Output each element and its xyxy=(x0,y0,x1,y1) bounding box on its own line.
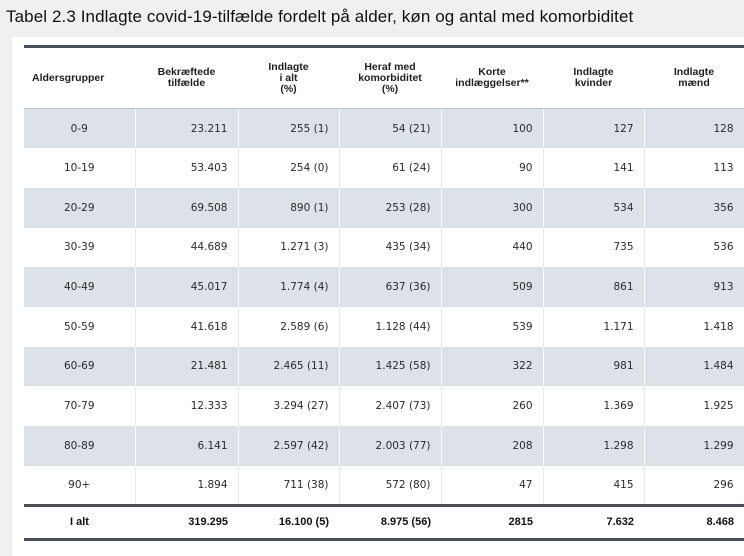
table-cell: 981 xyxy=(543,347,644,387)
table-cell: 1.894 xyxy=(135,466,238,506)
table-row xyxy=(24,148,744,188)
table-cell: 23.211 xyxy=(135,109,238,149)
total-cell: 2815 xyxy=(441,505,543,539)
table-cell: 1.425 (58) xyxy=(339,347,441,387)
table-cell: 69.508 xyxy=(135,188,238,228)
table-cell: 913 xyxy=(644,267,744,307)
total-cell: I alt xyxy=(24,505,135,539)
table-cell: 90 xyxy=(441,148,543,188)
table-cell: 1.171 xyxy=(543,307,644,347)
table-cell: 3.294 (27) xyxy=(238,386,339,426)
table-cell: 12.333 xyxy=(135,386,238,426)
table-cell: 127 xyxy=(543,109,644,149)
table-cell: 61 (24) xyxy=(339,148,441,188)
table-cell: 260 xyxy=(441,386,543,426)
age-group-cell: 90+ xyxy=(24,466,135,506)
col-header-age-groups: Aldersgrupper xyxy=(24,47,135,109)
table-cell: 1.271 (3) xyxy=(238,228,339,268)
table-cell: 1.925 xyxy=(644,386,744,426)
table-cell: 41.618 xyxy=(135,307,238,347)
table-body xyxy=(24,109,744,506)
table-cell: 100 xyxy=(441,109,543,149)
table-cell: 1.128 (44) xyxy=(339,307,441,347)
table-cell: 254 (0) xyxy=(238,148,339,188)
table-cell: 2.589 (6) xyxy=(238,307,339,347)
age-group-cell: 70-79 xyxy=(24,386,135,426)
table-cell: 45.017 xyxy=(135,267,238,307)
total-cell: 16.100 (5) xyxy=(238,505,339,539)
table-cell: 1.299 xyxy=(644,426,744,466)
table-cell: 415 xyxy=(543,466,644,506)
table-cell: 1.298 xyxy=(543,426,644,466)
age-group-cell: 50-59 xyxy=(24,307,135,347)
table-cell: 128 xyxy=(644,109,744,149)
table-cell: 2.407 (73) xyxy=(339,386,441,426)
table-cell: 21.481 xyxy=(135,347,238,387)
table-row xyxy=(24,426,744,466)
table-cell: 711 (38) xyxy=(238,466,339,506)
age-group-cell: 60-69 xyxy=(24,347,135,387)
total-cell: 7.632 xyxy=(543,505,644,539)
table-cell: 356 xyxy=(644,188,744,228)
table-cell: 1.418 xyxy=(644,307,744,347)
table-cell: 735 xyxy=(543,228,644,268)
header-row xyxy=(24,47,744,109)
table-cell: 536 xyxy=(644,228,744,268)
table-cell: 509 xyxy=(441,267,543,307)
col-header-admitted-men: Indlagte mænd xyxy=(644,47,744,109)
table-cell: 6.141 xyxy=(135,426,238,466)
age-group-cell: 80-89 xyxy=(24,426,135,466)
table-cell: 54 (21) xyxy=(339,109,441,149)
table-cell: 300 xyxy=(441,188,543,228)
total-cell: 319.295 xyxy=(135,505,238,539)
table-cell: 1.484 xyxy=(644,347,744,387)
age-group-cell: 30-39 xyxy=(24,228,135,268)
table-cell: 861 xyxy=(543,267,644,307)
table-cell: 253 (28) xyxy=(339,188,441,228)
table-cell: 534 xyxy=(543,188,644,228)
table-row xyxy=(24,347,744,387)
table-cell: 890 (1) xyxy=(238,188,339,228)
table-cell: 255 (1) xyxy=(238,109,339,149)
col-header-with-comorbidity: Heraf med komorbiditet (%) xyxy=(339,47,441,109)
age-group-cell: 20-29 xyxy=(24,188,135,228)
table-cell: 637 (36) xyxy=(339,267,441,307)
table-cell: 2.597 (42) xyxy=(238,426,339,466)
table-cell: 572 (80) xyxy=(339,466,441,506)
table-cell: 208 xyxy=(441,426,543,466)
table-cell: 47 xyxy=(441,466,543,506)
covid-admissions-table xyxy=(24,45,744,541)
table-cell: 53.403 xyxy=(135,148,238,188)
table-row xyxy=(24,188,744,228)
table-cell: 296 xyxy=(644,466,744,506)
table-panel xyxy=(12,37,744,556)
table-cell: 1.774 (4) xyxy=(238,267,339,307)
table-cell: 44.689 xyxy=(135,228,238,268)
table-cell: 539 xyxy=(441,307,543,347)
total-cell: 8.975 (56) xyxy=(339,505,441,539)
age-group-cell: 0-9 xyxy=(24,109,135,149)
age-group-cell: 10-19 xyxy=(24,148,135,188)
table-cell: 1.369 xyxy=(543,386,644,426)
table-row xyxy=(24,267,744,307)
table-row xyxy=(24,307,744,347)
table-row xyxy=(24,228,744,268)
table-title: Tabel 2.3 Indlagte covid-19-tilfælde fordelt på alder, køn og antal med komorbiditet xyxy=(6,7,634,26)
table-cell: 435 (34) xyxy=(339,228,441,268)
col-header-admitted-women: Indlagte kvinder xyxy=(543,47,644,109)
table-cell: 2.003 (77) xyxy=(339,426,441,466)
col-header-confirmed-cases: Bekræftede tilfælde xyxy=(135,47,238,109)
table-row xyxy=(24,466,744,506)
table-cell: 2.465 (11) xyxy=(238,347,339,387)
col-header-admitted-total: Indlagte i alt (%) xyxy=(238,47,339,109)
col-header-short-admissions: Korte indlæggelser** xyxy=(441,47,543,109)
table-row xyxy=(24,386,744,426)
table-cell: 113 xyxy=(644,148,744,188)
total-cell: 8.468 xyxy=(644,505,744,539)
total-row xyxy=(24,505,744,539)
table-row xyxy=(24,109,744,149)
table-cell: 322 xyxy=(441,347,543,387)
table-cell: 440 xyxy=(441,228,543,268)
table-cell: 141 xyxy=(543,148,644,188)
age-group-cell: 40-49 xyxy=(24,267,135,307)
